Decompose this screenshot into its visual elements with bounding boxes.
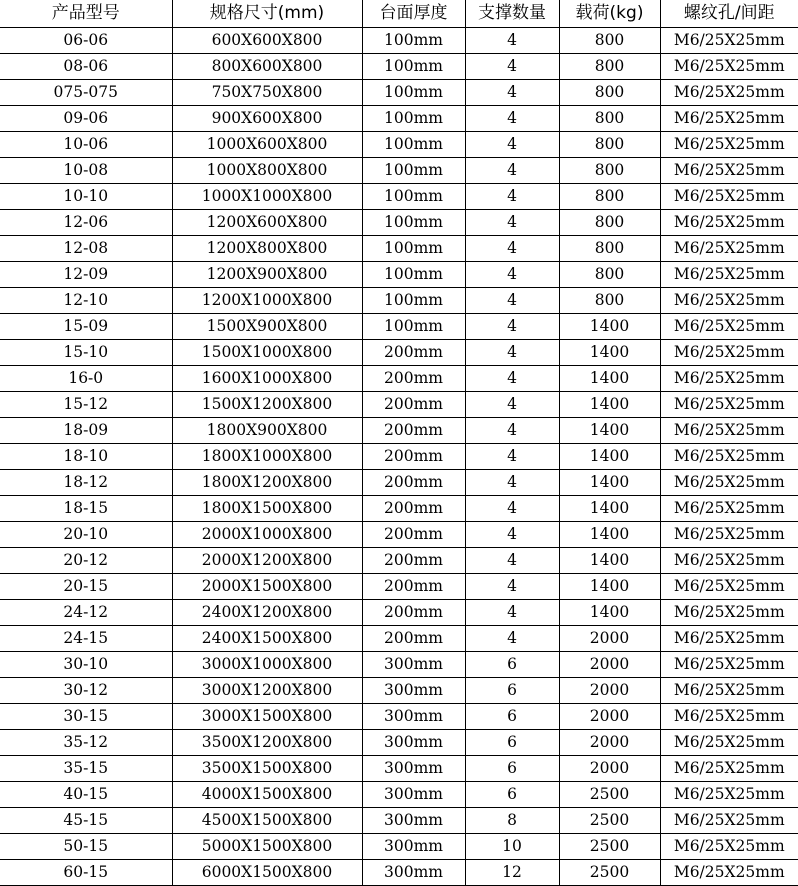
cell-model: 45-15 <box>0 808 172 834</box>
cell-top-thickness: 300mm <box>362 860 465 886</box>
table-row <box>0 678 798 704</box>
cell-model: 12-09 <box>0 262 172 288</box>
cell-dimensions: 3500X1200X800 <box>172 730 362 756</box>
table-row <box>0 392 798 418</box>
table-row <box>0 444 798 470</box>
cell-top-thickness: 200mm <box>362 548 465 574</box>
cell-load: 2000 <box>559 626 660 652</box>
cell-model: 35-12 <box>0 730 172 756</box>
cell-support-count: 6 <box>465 756 559 782</box>
cell-top-thickness: 300mm <box>362 704 465 730</box>
cell-dimensions: 3500X1500X800 <box>172 756 362 782</box>
cell-dimensions: 1200X600X800 <box>172 210 362 236</box>
cell-top-thickness: 200mm <box>362 418 465 444</box>
cell-thread-hole-pitch: M6/25X25mm <box>660 860 798 886</box>
cell-model: 15-10 <box>0 340 172 366</box>
cell-top-thickness: 100mm <box>362 158 465 184</box>
table-row <box>0 106 798 132</box>
cell-support-count: 4 <box>465 314 559 340</box>
cell-top-thickness: 100mm <box>362 54 465 80</box>
cell-support-count: 4 <box>465 132 559 158</box>
cell-load: 1400 <box>559 314 660 340</box>
cell-support-count: 4 <box>465 600 559 626</box>
cell-top-thickness: 100mm <box>362 132 465 158</box>
cell-dimensions: 1500X1000X800 <box>172 340 362 366</box>
cell-model: 12-10 <box>0 288 172 314</box>
cell-thread-hole-pitch: M6/25X25mm <box>660 236 798 262</box>
cell-thread-hole-pitch: M6/25X25mm <box>660 756 798 782</box>
cell-thread-hole-pitch: M6/25X25mm <box>660 730 798 756</box>
cell-dimensions: 3000X1500X800 <box>172 704 362 730</box>
table-row <box>0 522 798 548</box>
cell-dimensions: 1200X800X800 <box>172 236 362 262</box>
cell-thread-hole-pitch: M6/25X25mm <box>660 28 798 54</box>
cell-top-thickness: 100mm <box>362 314 465 340</box>
cell-support-count: 12 <box>465 860 559 886</box>
cell-model: 18-10 <box>0 444 172 470</box>
cell-model: 16-0 <box>0 366 172 392</box>
cell-dimensions: 3000X1200X800 <box>172 678 362 704</box>
header-support-count: 支撑数量 <box>465 0 559 28</box>
header-top-thickness: 台面厚度 <box>362 0 465 28</box>
cell-load: 2500 <box>559 808 660 834</box>
cell-top-thickness: 200mm <box>362 574 465 600</box>
cell-support-count: 4 <box>465 28 559 54</box>
cell-thread-hole-pitch: M6/25X25mm <box>660 262 798 288</box>
cell-dimensions: 5000X1500X800 <box>172 834 362 860</box>
cell-load: 800 <box>559 210 660 236</box>
cell-load: 800 <box>559 80 660 106</box>
cell-support-count: 6 <box>465 652 559 678</box>
cell-model: 24-15 <box>0 626 172 652</box>
cell-support-count: 4 <box>465 444 559 470</box>
table-row <box>0 496 798 522</box>
cell-support-count: 6 <box>465 730 559 756</box>
cell-thread-hole-pitch: M6/25X25mm <box>660 366 798 392</box>
cell-load: 1400 <box>559 444 660 470</box>
cell-thread-hole-pitch: M6/25X25mm <box>660 704 798 730</box>
cell-top-thickness: 200mm <box>362 470 465 496</box>
cell-support-count: 4 <box>465 340 559 366</box>
cell-thread-hole-pitch: M6/25X25mm <box>660 444 798 470</box>
cell-support-count: 6 <box>465 782 559 808</box>
cell-load: 2000 <box>559 704 660 730</box>
table-row <box>0 782 798 808</box>
cell-top-thickness: 200mm <box>362 496 465 522</box>
cell-model: 30-12 <box>0 678 172 704</box>
cell-thread-hole-pitch: M6/25X25mm <box>660 210 798 236</box>
cell-support-count: 4 <box>465 548 559 574</box>
cell-support-count: 4 <box>465 262 559 288</box>
cell-dimensions: 1600X1000X800 <box>172 366 362 392</box>
cell-dimensions: 2000X1000X800 <box>172 522 362 548</box>
table-row <box>0 808 798 834</box>
cell-support-count: 4 <box>465 626 559 652</box>
cell-load: 1400 <box>559 340 660 366</box>
cell-thread-hole-pitch: M6/25X25mm <box>660 106 798 132</box>
cell-thread-hole-pitch: M6/25X25mm <box>660 782 798 808</box>
table-row <box>0 704 798 730</box>
cell-load: 2500 <box>559 860 660 886</box>
cell-thread-hole-pitch: M6/25X25mm <box>660 392 798 418</box>
table-row <box>0 574 798 600</box>
cell-model: 10-10 <box>0 184 172 210</box>
cell-top-thickness: 300mm <box>362 756 465 782</box>
cell-load: 1400 <box>559 522 660 548</box>
cell-model: 06-06 <box>0 28 172 54</box>
cell-support-count: 10 <box>465 834 559 860</box>
cell-dimensions: 6000X1500X800 <box>172 860 362 886</box>
cell-load: 1400 <box>559 470 660 496</box>
table-row <box>0 756 798 782</box>
header-row <box>0 0 798 28</box>
table-row <box>0 262 798 288</box>
cell-thread-hole-pitch: M6/25X25mm <box>660 548 798 574</box>
table-row <box>0 314 798 340</box>
table-row <box>0 600 798 626</box>
cell-dimensions: 1000X800X800 <box>172 158 362 184</box>
table-row <box>0 236 798 262</box>
cell-model: 15-09 <box>0 314 172 340</box>
cell-thread-hole-pitch: M6/25X25mm <box>660 808 798 834</box>
cell-thread-hole-pitch: M6/25X25mm <box>660 522 798 548</box>
table-row <box>0 158 798 184</box>
cell-load: 800 <box>559 54 660 80</box>
cell-model: 60-15 <box>0 860 172 886</box>
cell-load: 2500 <box>559 834 660 860</box>
cell-top-thickness: 200mm <box>362 366 465 392</box>
cell-model: 12-06 <box>0 210 172 236</box>
cell-top-thickness: 300mm <box>362 652 465 678</box>
cell-model: 15-12 <box>0 392 172 418</box>
cell-dimensions: 2400X1200X800 <box>172 600 362 626</box>
cell-support-count: 4 <box>465 574 559 600</box>
cell-model: 12-08 <box>0 236 172 262</box>
cell-load: 1400 <box>559 366 660 392</box>
table-row <box>0 210 798 236</box>
cell-support-count: 4 <box>465 236 559 262</box>
table-row <box>0 418 798 444</box>
cell-top-thickness: 300mm <box>362 808 465 834</box>
cell-thread-hole-pitch: M6/25X25mm <box>660 54 798 80</box>
table-row <box>0 80 798 106</box>
cell-top-thickness: 100mm <box>362 80 465 106</box>
cell-thread-hole-pitch: M6/25X25mm <box>660 80 798 106</box>
cell-dimensions: 2000X1500X800 <box>172 574 362 600</box>
cell-support-count: 6 <box>465 678 559 704</box>
cell-thread-hole-pitch: M6/25X25mm <box>660 626 798 652</box>
cell-dimensions: 900X600X800 <box>172 106 362 132</box>
cell-top-thickness: 100mm <box>362 184 465 210</box>
cell-thread-hole-pitch: M6/25X25mm <box>660 678 798 704</box>
table-row <box>0 132 798 158</box>
cell-dimensions: 4500X1500X800 <box>172 808 362 834</box>
table-row <box>0 548 798 574</box>
cell-model: 08-06 <box>0 54 172 80</box>
cell-model: 35-15 <box>0 756 172 782</box>
cell-dimensions: 2000X1200X800 <box>172 548 362 574</box>
cell-load: 1400 <box>559 392 660 418</box>
header-model: 产品型号 <box>0 0 172 28</box>
table-body <box>0 28 798 886</box>
cell-model: 20-15 <box>0 574 172 600</box>
cell-thread-hole-pitch: M6/25X25mm <box>660 184 798 210</box>
cell-load: 800 <box>559 262 660 288</box>
table-row <box>0 470 798 496</box>
cell-thread-hole-pitch: M6/25X25mm <box>660 834 798 860</box>
cell-load: 1400 <box>559 496 660 522</box>
cell-load: 800 <box>559 184 660 210</box>
cell-model: 30-10 <box>0 652 172 678</box>
cell-thread-hole-pitch: M6/25X25mm <box>660 314 798 340</box>
cell-dimensions: 1500X1200X800 <box>172 392 362 418</box>
table-row <box>0 288 798 314</box>
header-load: 载荷(kg) <box>559 0 660 28</box>
cell-load: 2000 <box>559 678 660 704</box>
cell-dimensions: 1200X900X800 <box>172 262 362 288</box>
cell-model: 075-075 <box>0 80 172 106</box>
cell-dimensions: 1800X1500X800 <box>172 496 362 522</box>
cell-thread-hole-pitch: M6/25X25mm <box>660 132 798 158</box>
cell-thread-hole-pitch: M6/25X25mm <box>660 496 798 522</box>
cell-support-count: 4 <box>465 418 559 444</box>
cell-load: 1400 <box>559 548 660 574</box>
cell-model: 10-06 <box>0 132 172 158</box>
header-thread-hole-pitch: 螺纹孔/间距 <box>660 0 798 28</box>
cell-dimensions: 1800X1000X800 <box>172 444 362 470</box>
cell-model: 24-12 <box>0 600 172 626</box>
cell-support-count: 4 <box>465 54 559 80</box>
cell-dimensions: 800X600X800 <box>172 54 362 80</box>
cell-support-count: 4 <box>465 106 559 132</box>
cell-model: 18-15 <box>0 496 172 522</box>
cell-top-thickness: 100mm <box>362 28 465 54</box>
cell-top-thickness: 300mm <box>362 782 465 808</box>
cell-support-count: 4 <box>465 158 559 184</box>
cell-dimensions: 1800X900X800 <box>172 418 362 444</box>
cell-thread-hole-pitch: M6/25X25mm <box>660 158 798 184</box>
cell-dimensions: 2400X1500X800 <box>172 626 362 652</box>
cell-support-count: 4 <box>465 184 559 210</box>
table-row <box>0 652 798 678</box>
cell-model: 30-15 <box>0 704 172 730</box>
cell-load: 1400 <box>559 418 660 444</box>
cell-load: 2000 <box>559 730 660 756</box>
cell-top-thickness: 200mm <box>362 522 465 548</box>
cell-model: 18-12 <box>0 470 172 496</box>
cell-dimensions: 600X600X800 <box>172 28 362 54</box>
cell-support-count: 4 <box>465 366 559 392</box>
cell-thread-hole-pitch: M6/25X25mm <box>660 600 798 626</box>
cell-load: 800 <box>559 28 660 54</box>
table-row <box>0 834 798 860</box>
cell-thread-hole-pitch: M6/25X25mm <box>660 340 798 366</box>
cell-top-thickness: 300mm <box>362 834 465 860</box>
cell-top-thickness: 200mm <box>362 626 465 652</box>
cell-dimensions: 3000X1000X800 <box>172 652 362 678</box>
header-dimensions: 规格尺寸(mm) <box>172 0 362 28</box>
cell-support-count: 4 <box>465 496 559 522</box>
cell-load: 2000 <box>559 756 660 782</box>
cell-load: 800 <box>559 106 660 132</box>
cell-model: 40-15 <box>0 782 172 808</box>
cell-dimensions: 4000X1500X800 <box>172 782 362 808</box>
cell-support-count: 4 <box>465 80 559 106</box>
cell-top-thickness: 100mm <box>362 210 465 236</box>
cell-support-count: 4 <box>465 210 559 236</box>
cell-support-count: 8 <box>465 808 559 834</box>
cell-dimensions: 1000X600X800 <box>172 132 362 158</box>
cell-top-thickness: 100mm <box>362 236 465 262</box>
cell-model: 20-10 <box>0 522 172 548</box>
cell-support-count: 4 <box>465 392 559 418</box>
cell-load: 1400 <box>559 600 660 626</box>
cell-model: 10-08 <box>0 158 172 184</box>
cell-load: 2000 <box>559 652 660 678</box>
cell-top-thickness: 300mm <box>362 730 465 756</box>
table-row <box>0 184 798 210</box>
table-row <box>0 366 798 392</box>
cell-top-thickness: 300mm <box>362 678 465 704</box>
cell-top-thickness: 200mm <box>362 600 465 626</box>
cell-model: 20-12 <box>0 548 172 574</box>
cell-thread-hole-pitch: M6/25X25mm <box>660 418 798 444</box>
table-row <box>0 860 798 886</box>
cell-load: 2500 <box>559 782 660 808</box>
cell-support-count: 6 <box>465 704 559 730</box>
table-row <box>0 626 798 652</box>
cell-top-thickness: 200mm <box>362 444 465 470</box>
cell-top-thickness: 100mm <box>362 106 465 132</box>
cell-top-thickness: 100mm <box>362 288 465 314</box>
table-row <box>0 340 798 366</box>
cell-support-count: 4 <box>465 288 559 314</box>
cell-thread-hole-pitch: M6/25X25mm <box>660 470 798 496</box>
cell-dimensions: 750X750X800 <box>172 80 362 106</box>
cell-model: 50-15 <box>0 834 172 860</box>
cell-top-thickness: 100mm <box>362 262 465 288</box>
table-header <box>0 0 798 28</box>
cell-thread-hole-pitch: M6/25X25mm <box>660 652 798 678</box>
cell-load: 800 <box>559 132 660 158</box>
cell-support-count: 4 <box>465 522 559 548</box>
table-row <box>0 54 798 80</box>
cell-support-count: 4 <box>465 470 559 496</box>
cell-load: 800 <box>559 236 660 262</box>
cell-top-thickness: 200mm <box>362 392 465 418</box>
cell-dimensions: 1200X1000X800 <box>172 288 362 314</box>
cell-load: 1400 <box>559 574 660 600</box>
cell-dimensions: 1500X900X800 <box>172 314 362 340</box>
cell-thread-hole-pitch: M6/25X25mm <box>660 574 798 600</box>
cell-dimensions: 1800X1200X800 <box>172 470 362 496</box>
cell-load: 800 <box>559 288 660 314</box>
cell-thread-hole-pitch: M6/25X25mm <box>660 288 798 314</box>
cell-top-thickness: 200mm <box>362 340 465 366</box>
cell-model: 18-09 <box>0 418 172 444</box>
cell-model: 09-06 <box>0 106 172 132</box>
cell-load: 800 <box>559 158 660 184</box>
cell-dimensions: 1000X1000X800 <box>172 184 362 210</box>
table-row <box>0 28 798 54</box>
table-row <box>0 730 798 756</box>
